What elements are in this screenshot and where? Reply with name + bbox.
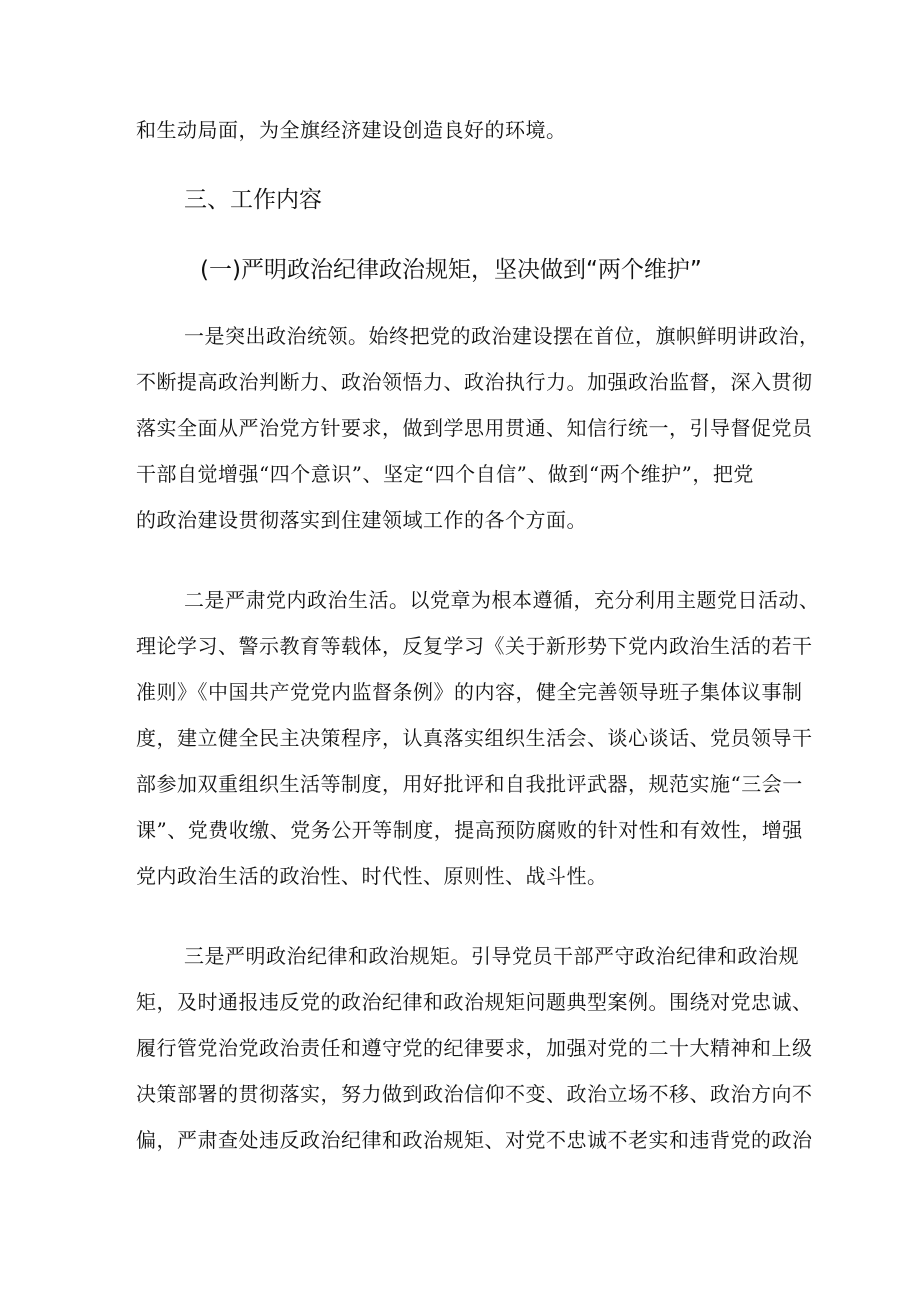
paragraph-line: 矩，及时通报违反党的政治纪律和政治规矩问题典型案例。围绕对党忠诚、 (136, 990, 813, 1014)
subsection-heading: (一)严明政治纪律政治规矩，坚决做到“两个维护” (200, 257, 702, 283)
paragraph-line: 度，建立健全民主决策程序，认真落实组织生活会、谈心谈话、党员领导干 (136, 726, 813, 750)
paragraph-line: 党内政治生活的政治性、时代性、原则性、战斗性。 (136, 864, 608, 888)
intro-tail-line: 和生动局面，为全旗经济建设创造良好的环境。 (136, 118, 567, 142)
paragraph-line: 准则》《中国共产党党内监督条例》的内容，健全完善领导班子集体议事制 (136, 680, 803, 704)
paragraph-line: 决策部署的贯彻落实，努力做到政治信仰不变、政治立场不移、政治方向不 (136, 1082, 813, 1106)
section-heading: 三、工作内容 (184, 187, 322, 213)
paragraph-line: 一是突出政治统领。始终把党的政治建设摆在首位，旗帜鲜明讲政治， (184, 324, 820, 348)
paragraph-line: 课”、党费收缴、党务公开等制度，提高预防腐败的针对性和有效性，增强 (136, 818, 803, 842)
paragraph-line: 干部自觉增强“四个意识”、坚定“四个自信”、做到“两个维护”，把党 (136, 462, 754, 486)
paragraph-line: 落实全面从严治党方针要求，做到学思用贯通、知信行统一，引导督促党员 (136, 416, 813, 440)
paragraph-line: 履行管党治党政治责任和遵守党的纪律要求，加强对党的二十大精神和上级 (136, 1036, 813, 1060)
paragraph-line: 三是严明政治纪律和政治规矩。引导党员干部严守政治纪律和政治规 (184, 944, 799, 968)
paragraph-line: 理论学习、警示教育等载体，反复学习《关于新形势下党内政治生活的若干 (136, 634, 813, 658)
paragraph-line: 不断提高政治判断力、政治领悟力、政治执行力。加强政治监督，深入贯彻 (136, 370, 813, 394)
paragraph-line: 部参加双重组织生活等制度，用好批评和自我批评武器，规范实施“三会一 (136, 772, 803, 796)
paragraph-line: 偏，严肃查处违反政治纪律和政治规矩、对党不忠诚不老实和违背党的政治 (136, 1128, 813, 1152)
paragraph-line: 的政治建设贯彻落实到住建领域工作的各个方面。 (136, 508, 587, 532)
paragraph-line: 二是严肃党内政治生活。以党章为根本遵循，充分利用主题党日活动、 (184, 588, 820, 612)
